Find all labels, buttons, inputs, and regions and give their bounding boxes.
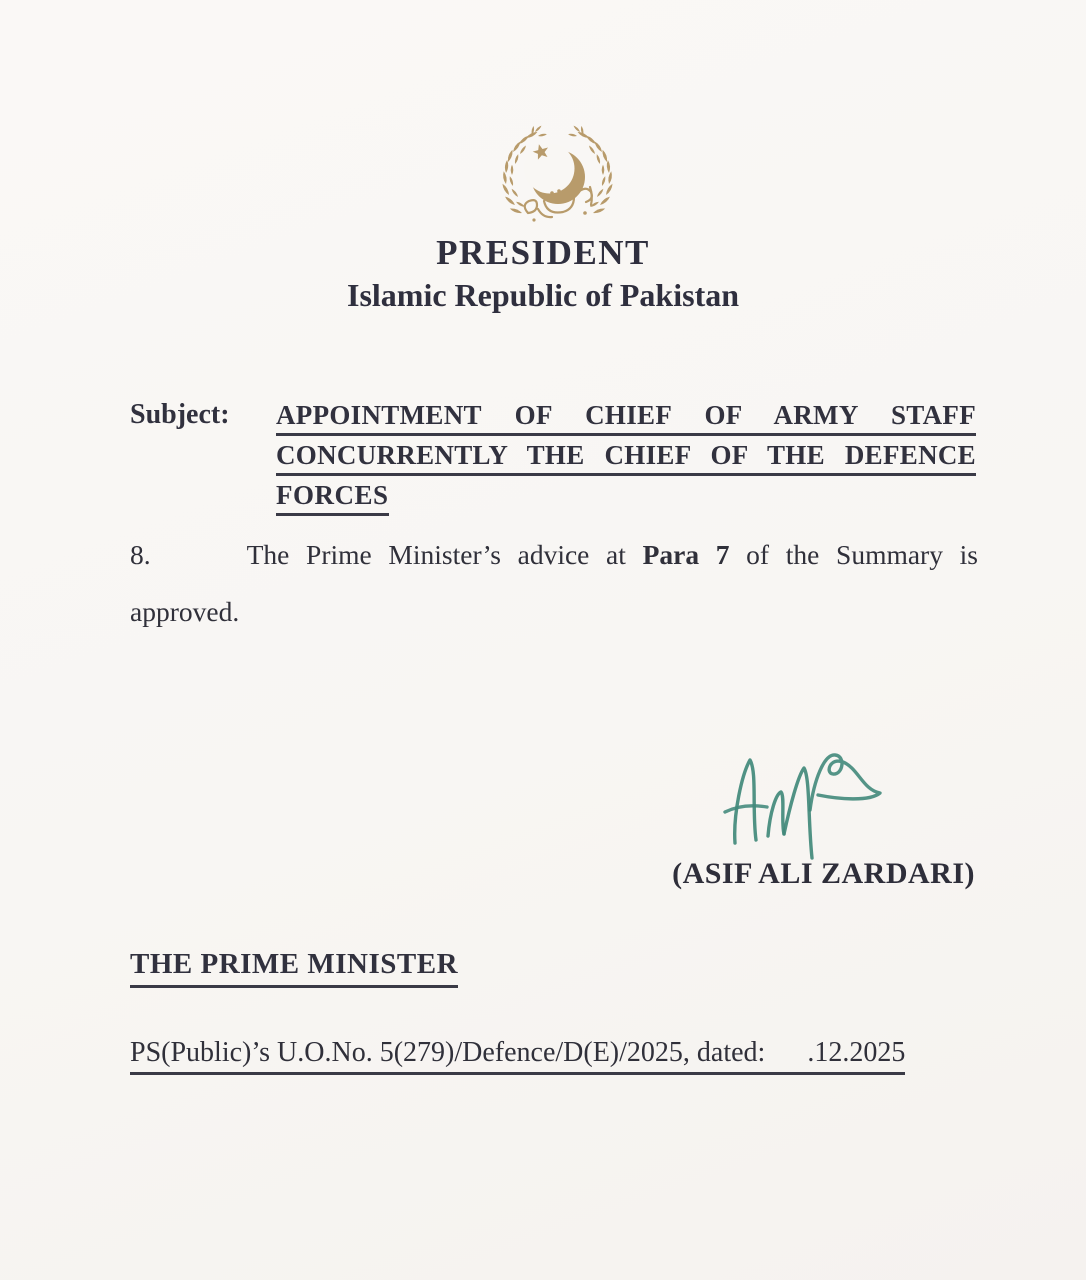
page-title: PRESIDENT bbox=[436, 233, 650, 272]
paragraph-text-bold: Para 7 bbox=[642, 539, 730, 570]
pakistan-emblem-icon bbox=[492, 124, 622, 236]
paragraph-number: 8. bbox=[130, 539, 151, 570]
reference-number-line: PS(Public)’s U.O.No. 5(279)/Defence/D(E)/2025, dated: .12.2025 bbox=[130, 1037, 905, 1075]
page-subtitle: Islamic Republic of Pakistan bbox=[346, 277, 740, 313]
subject-text bbox=[276, 399, 976, 516]
paragraph-text-before: The Prime Minister’s advice at bbox=[246, 539, 643, 570]
subject-line-1: APPOINTMENT OF CHIEF OF ARMY STAFF bbox=[276, 399, 976, 436]
subject-line-3: FORCES bbox=[276, 479, 389, 516]
subject-line-2: CONCURRENTLY THE CHIEF OF THE DEFENCE bbox=[276, 439, 976, 476]
paragraph-8-line-1 bbox=[130, 537, 978, 573]
signatory-name: (ASIF ALI ZARDARI) bbox=[672, 857, 975, 890]
paragraph-text-after: of the Summary is bbox=[729, 539, 978, 570]
addressee-line: THE PRIME MINISTER bbox=[130, 948, 458, 988]
subject-label: Subject: bbox=[130, 399, 230, 430]
paragraph-8-line-2: approved. bbox=[130, 596, 240, 627]
signature-image bbox=[722, 748, 897, 863]
paragraph-8 bbox=[130, 537, 978, 630]
